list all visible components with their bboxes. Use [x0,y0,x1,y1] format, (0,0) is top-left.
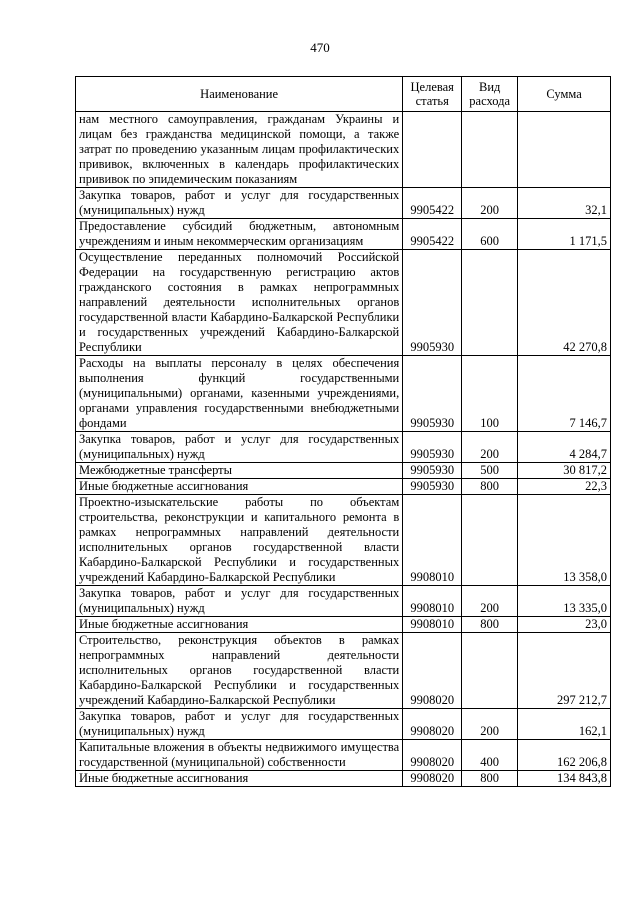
table-row [76,463,611,479]
row-type: 800 [462,617,518,633]
row-code: 9908020 [403,709,462,740]
row-type [462,250,518,356]
row-code: 9905930 [403,250,462,356]
table-row [76,219,611,250]
row-code: 9905422 [403,219,462,250]
row-code: 9905930 [403,356,462,432]
row-name: Капитальные вложения в объекты недвижимого имущества государственной (муниципальной) собственности [76,740,403,771]
budget-table [75,76,611,787]
row-name: Проектно-изыскательские работы по объектам строительства, реконструкции и капитального ремонта в рамках непрограммных направлений деятельности исполнительных органов государственной власти Кабардино-Балкарской Республики и государственных учреждений Кабардино-Балкарской Республики [76,495,403,586]
header-target-article: Целевая статья [403,77,462,112]
row-type: 400 [462,740,518,771]
row-name: Иные бюджетные ассигнования [76,771,403,787]
table-row [76,250,611,356]
row-sum: 23,0 [518,617,611,633]
row-sum: 4 284,7 [518,432,611,463]
page-number: 470 [310,40,330,55]
header-expense-type: Вид расхода [462,77,518,112]
row-code: 9908010 [403,495,462,586]
row-type: 100 [462,356,518,432]
table-row [76,188,611,219]
row-type: 200 [462,188,518,219]
row-name: Предоставление субсидий бюджетным, автономным учреждениям и иным некоммерческим организациям [76,219,403,250]
row-name: нам местного самоуправления, гражданам Украины и лицам без гражданства медицинской помощи, а также затрат по проведению указанным лицам профилактических прививок, включенных в календарь профилактических прививок по эпидемическим показаниям [76,112,403,188]
row-name: Осуществление переданных полномочий Российской Федерации на государственную регистрацию актов гражданского состояния в рамках непрограммных направлений деятельности исполнительных органов государственной власти Кабардино-Балкарской Республики и государственных учреждений Кабардино-Балкарской Республики [76,250,403,356]
row-code: 9905930 [403,432,462,463]
row-sum: 42 270,8 [518,250,611,356]
table-row [76,740,611,771]
row-name: Закупка товаров, работ и услуг для государственных (муниципальных) нужд [76,188,403,219]
table-row [76,617,611,633]
row-type [462,495,518,586]
row-code: 9905422 [403,188,462,219]
table-row [76,771,611,787]
row-type [462,112,518,188]
row-type: 200 [462,586,518,617]
row-name: Иные бюджетные ассигнования [76,617,403,633]
header-sum: Сумма [518,77,611,112]
row-type: 600 [462,219,518,250]
row-type: 500 [462,463,518,479]
table-row [76,586,611,617]
row-name: Закупка товаров, работ и услуг для государственных (муниципальных) нужд [76,709,403,740]
row-sum: 297 212,7 [518,633,611,709]
row-name: Расходы на выплаты персоналу в целях обеспечения выполнения функций государственными (муниципальными) органами, казенными учреждениями, органами управления государственными внебюджетными фондами [76,356,403,432]
row-sum: 7 146,7 [518,356,611,432]
row-sum: 32,1 [518,188,611,219]
row-sum: 30 817,2 [518,463,611,479]
row-sum: 162 206,8 [518,740,611,771]
row-sum [518,112,611,188]
row-name: Иные бюджетные ассигнования [76,479,403,495]
row-name: Закупка товаров, работ и услуг для государственных (муниципальных) нужд [76,586,403,617]
row-type: 800 [462,771,518,787]
table-row [76,479,611,495]
table-header [76,77,611,112]
row-type: 200 [462,709,518,740]
row-type [462,633,518,709]
table-row [76,432,611,463]
row-code: 9908010 [403,617,462,633]
row-code: 9908020 [403,771,462,787]
row-sum: 13 358,0 [518,495,611,586]
row-type: 800 [462,479,518,495]
row-sum: 13 335,0 [518,586,611,617]
row-type: 200 [462,432,518,463]
row-code: 9908020 [403,740,462,771]
row-sum: 162,1 [518,709,611,740]
row-code: 9905930 [403,479,462,495]
row-sum: 1 171,5 [518,219,611,250]
row-code: 9908010 [403,586,462,617]
row-code: 9908020 [403,633,462,709]
table-row [76,112,611,188]
row-sum: 22,3 [518,479,611,495]
row-sum: 134 843,8 [518,771,611,787]
table-row [76,356,611,432]
row-name: Межбюджетные трансферты [76,463,403,479]
row-name: Закупка товаров, работ и услуг для государственных (муниципальных) нужд [76,432,403,463]
table-row [76,633,611,709]
table-row [76,709,611,740]
row-code: 9905930 [403,463,462,479]
row-name: Строительство, реконструкция объектов в рамках непрограммных направлений деятельности исполнительных органов государственной власти Кабардино-Балкарской Республики и государственных учреждений Кабардино-Балкарской Республики [76,633,403,709]
header-name: Наименование [76,77,403,112]
row-code [403,112,462,188]
header-row [76,77,611,112]
table-row [76,495,611,586]
